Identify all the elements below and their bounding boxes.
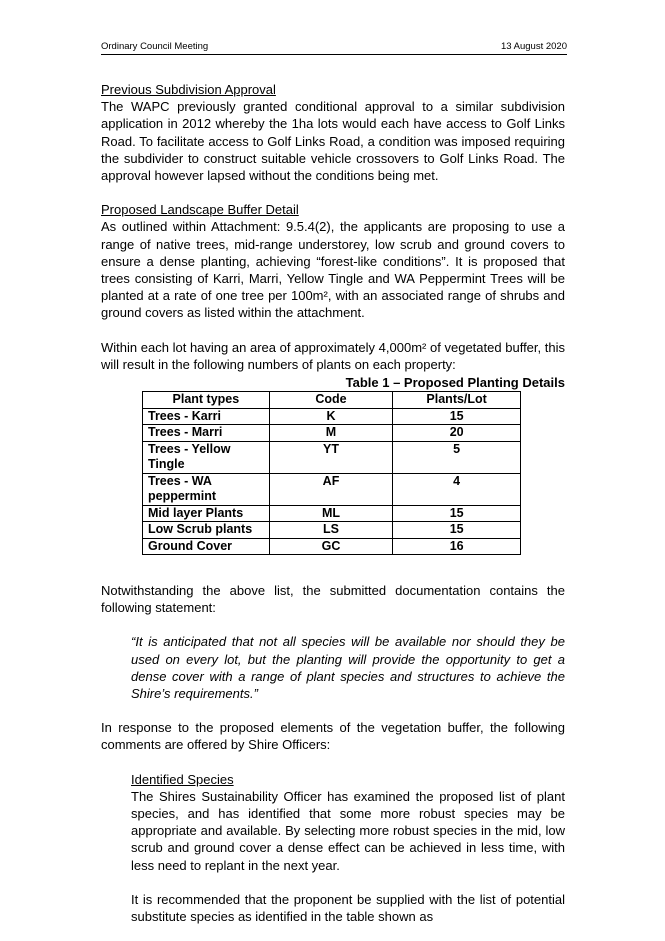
table-row (143, 441, 521, 473)
code-cell: K (269, 408, 393, 425)
table-row (143, 408, 521, 425)
plants-cell: 5 (393, 441, 521, 473)
section-identified-species (131, 771, 565, 926)
section-paragraph: As outlined within Attachment: 9.5.4(2), the applicants are proposing to use a range of native trees, mid-range understorey, low scrub and ground covers to ensure a dense planting, achieving “forest-like conditions”. It is proposed that trees consisting of Karri, Marri, Yellow Tingle and WA Peppermint Trees will be planted at a rate of one tree per 100m², with an associated range of shrubs and ground covers as listed within the attachment. (101, 219, 565, 321)
code-cell: ML (269, 505, 393, 522)
planting-table (142, 391, 521, 555)
header-plants-per-lot: Plants/Lot (393, 392, 521, 409)
table-caption: Table 1 – Proposed Planting Details (345, 375, 565, 391)
plant-type-cell: Low Scrub plants (143, 522, 270, 539)
plant-type-cell: Trees - WA peppermint (143, 473, 270, 505)
section-paragraph: The WAPC previously granted conditional approval to a similar subdivision application in 2012 whereby the 1ha lots would each have access to Golf Links Road. To facilitate access to Golf Links Road, a condition was imposed requiring the subdivider to construct suitable vehicle crossovers to Golf Links Road. The approval however lapsed without the conditions being met. (101, 99, 565, 184)
recommendation-paragraph: It is recommended that the proponent be supplied with the list of potential substitute species as identified in the table shown as (131, 891, 565, 925)
plants-cell: 15 (393, 522, 521, 539)
code-cell: GC (269, 538, 393, 555)
table-row (143, 473, 521, 505)
plant-type-cell: Trees - Karri (143, 408, 270, 425)
plants-cell: 20 (393, 425, 521, 442)
code-cell: AF (269, 473, 393, 505)
code-cell: YT (269, 441, 393, 473)
plant-type-cell: Ground Cover (143, 538, 270, 555)
plants-cell: 4 (393, 473, 521, 505)
response-paragraph: In response to the proposed elements of the vegetation buffer, the following comments are offered by Shire Officers: (101, 720, 565, 753)
header-code: Code (269, 392, 393, 409)
page-header (101, 41, 567, 55)
header-plant-types: Plant types (143, 392, 270, 409)
table-header-row (143, 392, 521, 409)
table-row (143, 505, 521, 522)
plants-cell: 16 (393, 538, 521, 555)
meeting-date: 13 August 2020 (500, 41, 567, 52)
section-heading: Proposed Landscape Buffer Detail (101, 202, 299, 218)
section-paragraph: The Shires Sustainability Officer has examined the proposed list of plant species, and has identified that some more robust species may be appropriate and available. By selecting more robust species in the mid, low scrub and ground cover a dense effect can be achieved in less time, with less need to replant in the next year. (131, 788, 565, 873)
meeting-name: Ordinary Council Meeting (101, 41, 209, 52)
applicant-quote: “It is anticipated that not all species will be available nor should they be used on every lot, but the planting will provide the opportunity to get a dense cover with a range of plant species and structures to achieve the Shire’s requirements.” (131, 634, 565, 702)
table-row (143, 538, 521, 555)
section-heading: Identified Species (131, 771, 234, 787)
plants-cell: 15 (393, 408, 521, 425)
section-heading: Previous Subdivision Approval (101, 82, 276, 97)
table-row (143, 425, 521, 442)
notwithstanding-paragraph: Notwithstanding the above list, the submitted documentation contains the following statement: (101, 583, 565, 616)
document-body (101, 81, 565, 925)
section-previous-approval (101, 81, 565, 184)
table-row (143, 522, 521, 539)
lot-area-paragraph: Within each lot having an area of approximately 4,000m² of vegetated buffer, this will result in the following numbers of plants on each property: (101, 339, 565, 372)
plant-type-cell: Trees - Yellow Tingle (143, 441, 270, 473)
section-landscape-buffer (101, 201, 565, 321)
plant-type-cell: Mid layer Plants (143, 505, 270, 522)
code-cell: M (269, 425, 393, 442)
plants-cell: 15 (393, 505, 521, 522)
code-cell: LS (269, 522, 393, 539)
plant-type-cell: Trees - Marri (143, 425, 270, 442)
